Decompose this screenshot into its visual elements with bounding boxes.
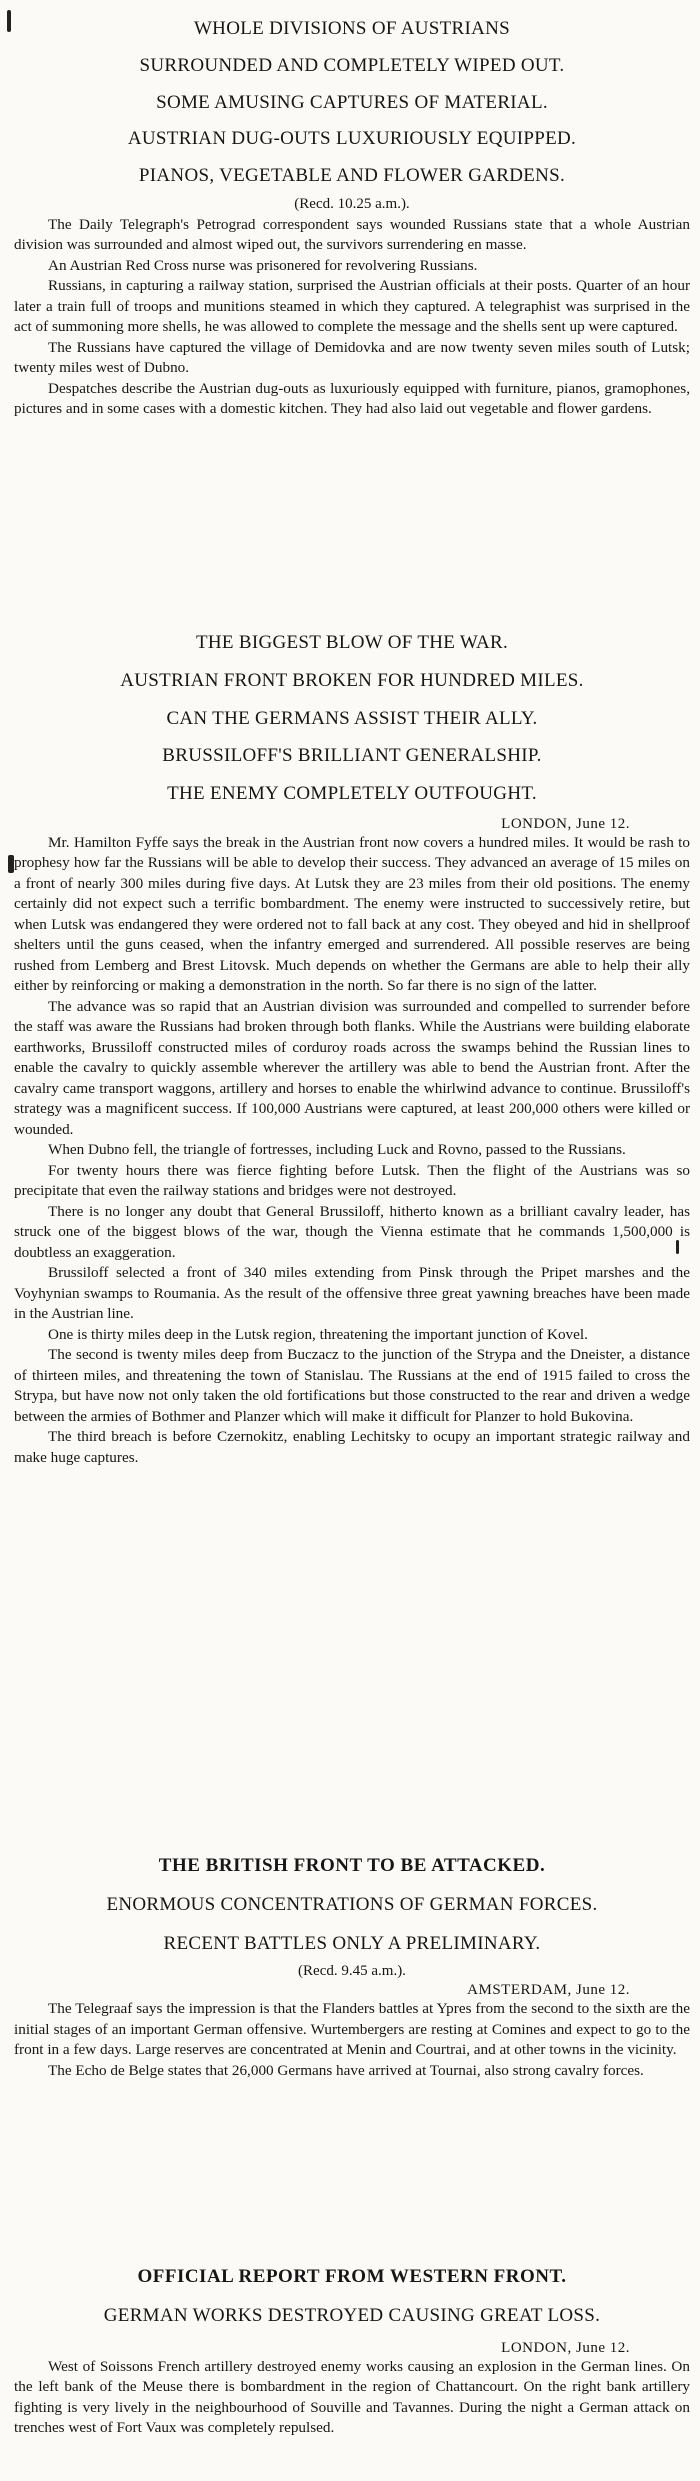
subheadline: CAN THE GERMANS ASSIST THEIR ALLY. <box>166 707 538 729</box>
article-paragraph: The advance was so rapid that an Austrian division was surrounded and compelled to surrender before the staff was aware the Russians had broken through both flanks. While the Austrians were building elaborate earthworks, Brussiloff constructed miles of corduroy roads across the swamps behind the Russian lines to enable the cavalry to quickly assemble wherever the artillery was able to bend the Austrian front. After the cavalry came transport waggons, artillery and horses to enable the whirlwind advance to continue. Brussiloff's strategy was a magnificent success. If 100,000 Austrians were captured, at least 200,000 others were killed or wounded. <box>14 997 690 1138</box>
headline: THE BRITISH FRONT TO BE ATTACKED. <box>158 1855 546 1876</box>
dateline: LONDON, June 12. <box>501 2339 630 2356</box>
article-paragraph: The Daily Telegraph's Petrograd correspondent says wounded Russians state that a whole Austrian division was surrounded and almost wiped out, the survivors surrendering en masse. <box>14 215 690 254</box>
subheadline: PIANOS, VEGETABLE AND FLOWER GARDENS. <box>138 165 566 187</box>
subheadline: BRUSSILOFF'S BRILLIANT GENERALSHIP. <box>162 745 542 767</box>
article-paragraph: The second is twenty miles deep from Buczacz to the junction of the Strypa and the Dneister, a distance of thirteen miles, and threatening the town of Stanislau. The Russians at the end of 1915 failed to cross the Strypa, but have now not only taken the old fortifications but those constructed to the rear and driven a wedge between the armies of Bothmer and Planzer which will make it difficult for Planzer to hold Bukovina. <box>14 1346 690 1425</box>
article-paragraph: An Austrian Red Cross nurse was prisonered for revolvering Russians. <box>48 256 478 274</box>
received-time: (Recd. 10.25 a.m.). <box>294 195 410 212</box>
dateline: LONDON, June 12. <box>501 815 630 832</box>
ink-smudge-mark <box>7 10 11 32</box>
subheadline: SURROUNDED AND COMPLETELY WIPED OUT. <box>139 54 565 76</box>
article-paragraph: When Dubno fell, the triangle of fortresses, including Luck and Rovno, passed to the Russians. <box>48 1141 626 1159</box>
article-paragraph: The third breach is before Czernokitz, enabling Lechitsky to ocupy an important strategic railway and make huge captures. <box>14 1428 690 1466</box>
article-paragraph: There is no longer any doubt that General Brussiloff, hitherto known as a brilliant cavalry leader, has struck one of the biggest blows of the war, though the Vienna estimate that he commands 1,500,000 is doubtless an exaggeration. <box>14 1202 690 1261</box>
article-paragraph: For twenty hours there was fierce fighting before Lutsk. Then the flight of the Austrians was so precipitate that even the railway stations and bridges were not destroyed. <box>14 1161 690 1200</box>
subheadline: SOME AMUSING CAPTURES OF MATERIAL. <box>156 91 548 113</box>
received-time: (Recd. 9.45 a.m.). <box>298 1963 406 1980</box>
article-biggest-blow <box>14 632 690 1468</box>
dateline: AMSTERDAM, June 12. <box>467 1982 630 1999</box>
subheadline: RECENT BATTLES ONLY A PRELIMINARY. <box>163 1932 541 1954</box>
subheadline: ENORMOUS CONCENTRATIONS OF GERMAN FORCES. <box>106 1893 598 1915</box>
article-paragraph: The Russians have captured the village of Demidovka and are now twenty seven miles south of Lutsk; twenty miles west of Dubno. <box>14 338 690 377</box>
article-british-front <box>14 1855 690 2081</box>
subheadline: AUSTRIAN DUG-OUTS LUXURIOUSLY EQUIPPED. <box>127 128 577 150</box>
headline: WHOLE DIVISIONS OF AUSTRIANS <box>193 18 511 39</box>
article-western-front <box>14 2266 690 2439</box>
headline: OFFICIAL REPORT FROM WESTERN FRONT. <box>137 2266 567 2287</box>
article-paragraph: Russians, in capturing a railway station, surprised the Austrian officials at their posts. Quarter of an hour later a train full of troops and munitions steamed in which they captured. A telegraphist was surprised in the act of summoning more shells, he was allowed to complete the message and the shells sent up were captured. <box>14 277 690 336</box>
article-paragraph: Mr. Hamilton Fyffe says the break in the Austrian front now covers a hundred miles. It would be rash to prophesy how far the Russians will be able to develop their success. They advanced an average of 15 miles on a front of nearly 300 miles during five days. At Lutsk they are 23 miles from their old positions. The enemy certainly did not expect such a terrific bombardment. The enemy were instructed to successively retire, but when Lutsk was endangered they were ordered not to fall back at any cost. They obeyed and hid in shellproof shelters until the guns ceased, when the infantry emerged and surrendered. All possible reserves are being rushed from Lemberg and Brest Litovsk. Much depends on whether the Germans are able to help their ally either by reinforcing or making a demonstration in the north. So far there is no sign of the latter. <box>14 833 690 995</box>
article-austrian-divisions <box>14 18 690 420</box>
article-paragraph: The Echo de Belge states that 26,000 Germans have arrived at Tournai, also strong cavalry forces. <box>48 2061 644 2079</box>
subheadline: THE ENEMY COMPLETELY OUTFOUGHT. <box>167 783 537 805</box>
subheadline: AUSTRIAN FRONT BROKEN FOR HUNDRED MILES. <box>120 669 584 691</box>
article-paragraph: The Telegraaf says the impression is that the Flanders battles at Ypres from the second to the sixth are the initial stages of an important German offensive. Wurtembergers are resting at Comines and expect to go to the front in a few days. Large reserves are concentrated at Menin and Courtrai, and at other towns in the vicinity. <box>14 2000 690 2059</box>
article-paragraph: One is thirty miles deep in the Lutsk region, threatening the important junction of Kovel. <box>48 1325 588 1343</box>
subheadline: GERMAN WORKS DESTROYED CAUSING GREAT LOSS. <box>103 2304 601 2326</box>
headline: THE BIGGEST BLOW OF THE WAR. <box>195 632 509 653</box>
article-paragraph: Despatches describe the Austrian dug-outs as luxuriously equipped with furniture, pianos, gramophones, pictures and in some cases with a domestic kitchen. They had also laid out vegetable and flower gardens. <box>14 379 690 418</box>
article-paragraph: West of Soissons French artillery destroyed enemy works causing an explosion in the German lines. On the left bank of the Meuse there is bombardment in the region of Chattancourt. On the right bank artillery fighting is very lively in the neighbourhood of Souville and Tavannes. During the night a German attack on trenches west of Fort Vaux was completely repulsed. <box>14 2357 690 2437</box>
article-paragraph: Brussiloff selected a front of 340 miles extending from Pinsk through the Pripet marshes and the Voyhynian swamps to Roumania. As the result of the offensive three great yawning breaches have been made in the Austrian line. <box>14 1264 690 1323</box>
